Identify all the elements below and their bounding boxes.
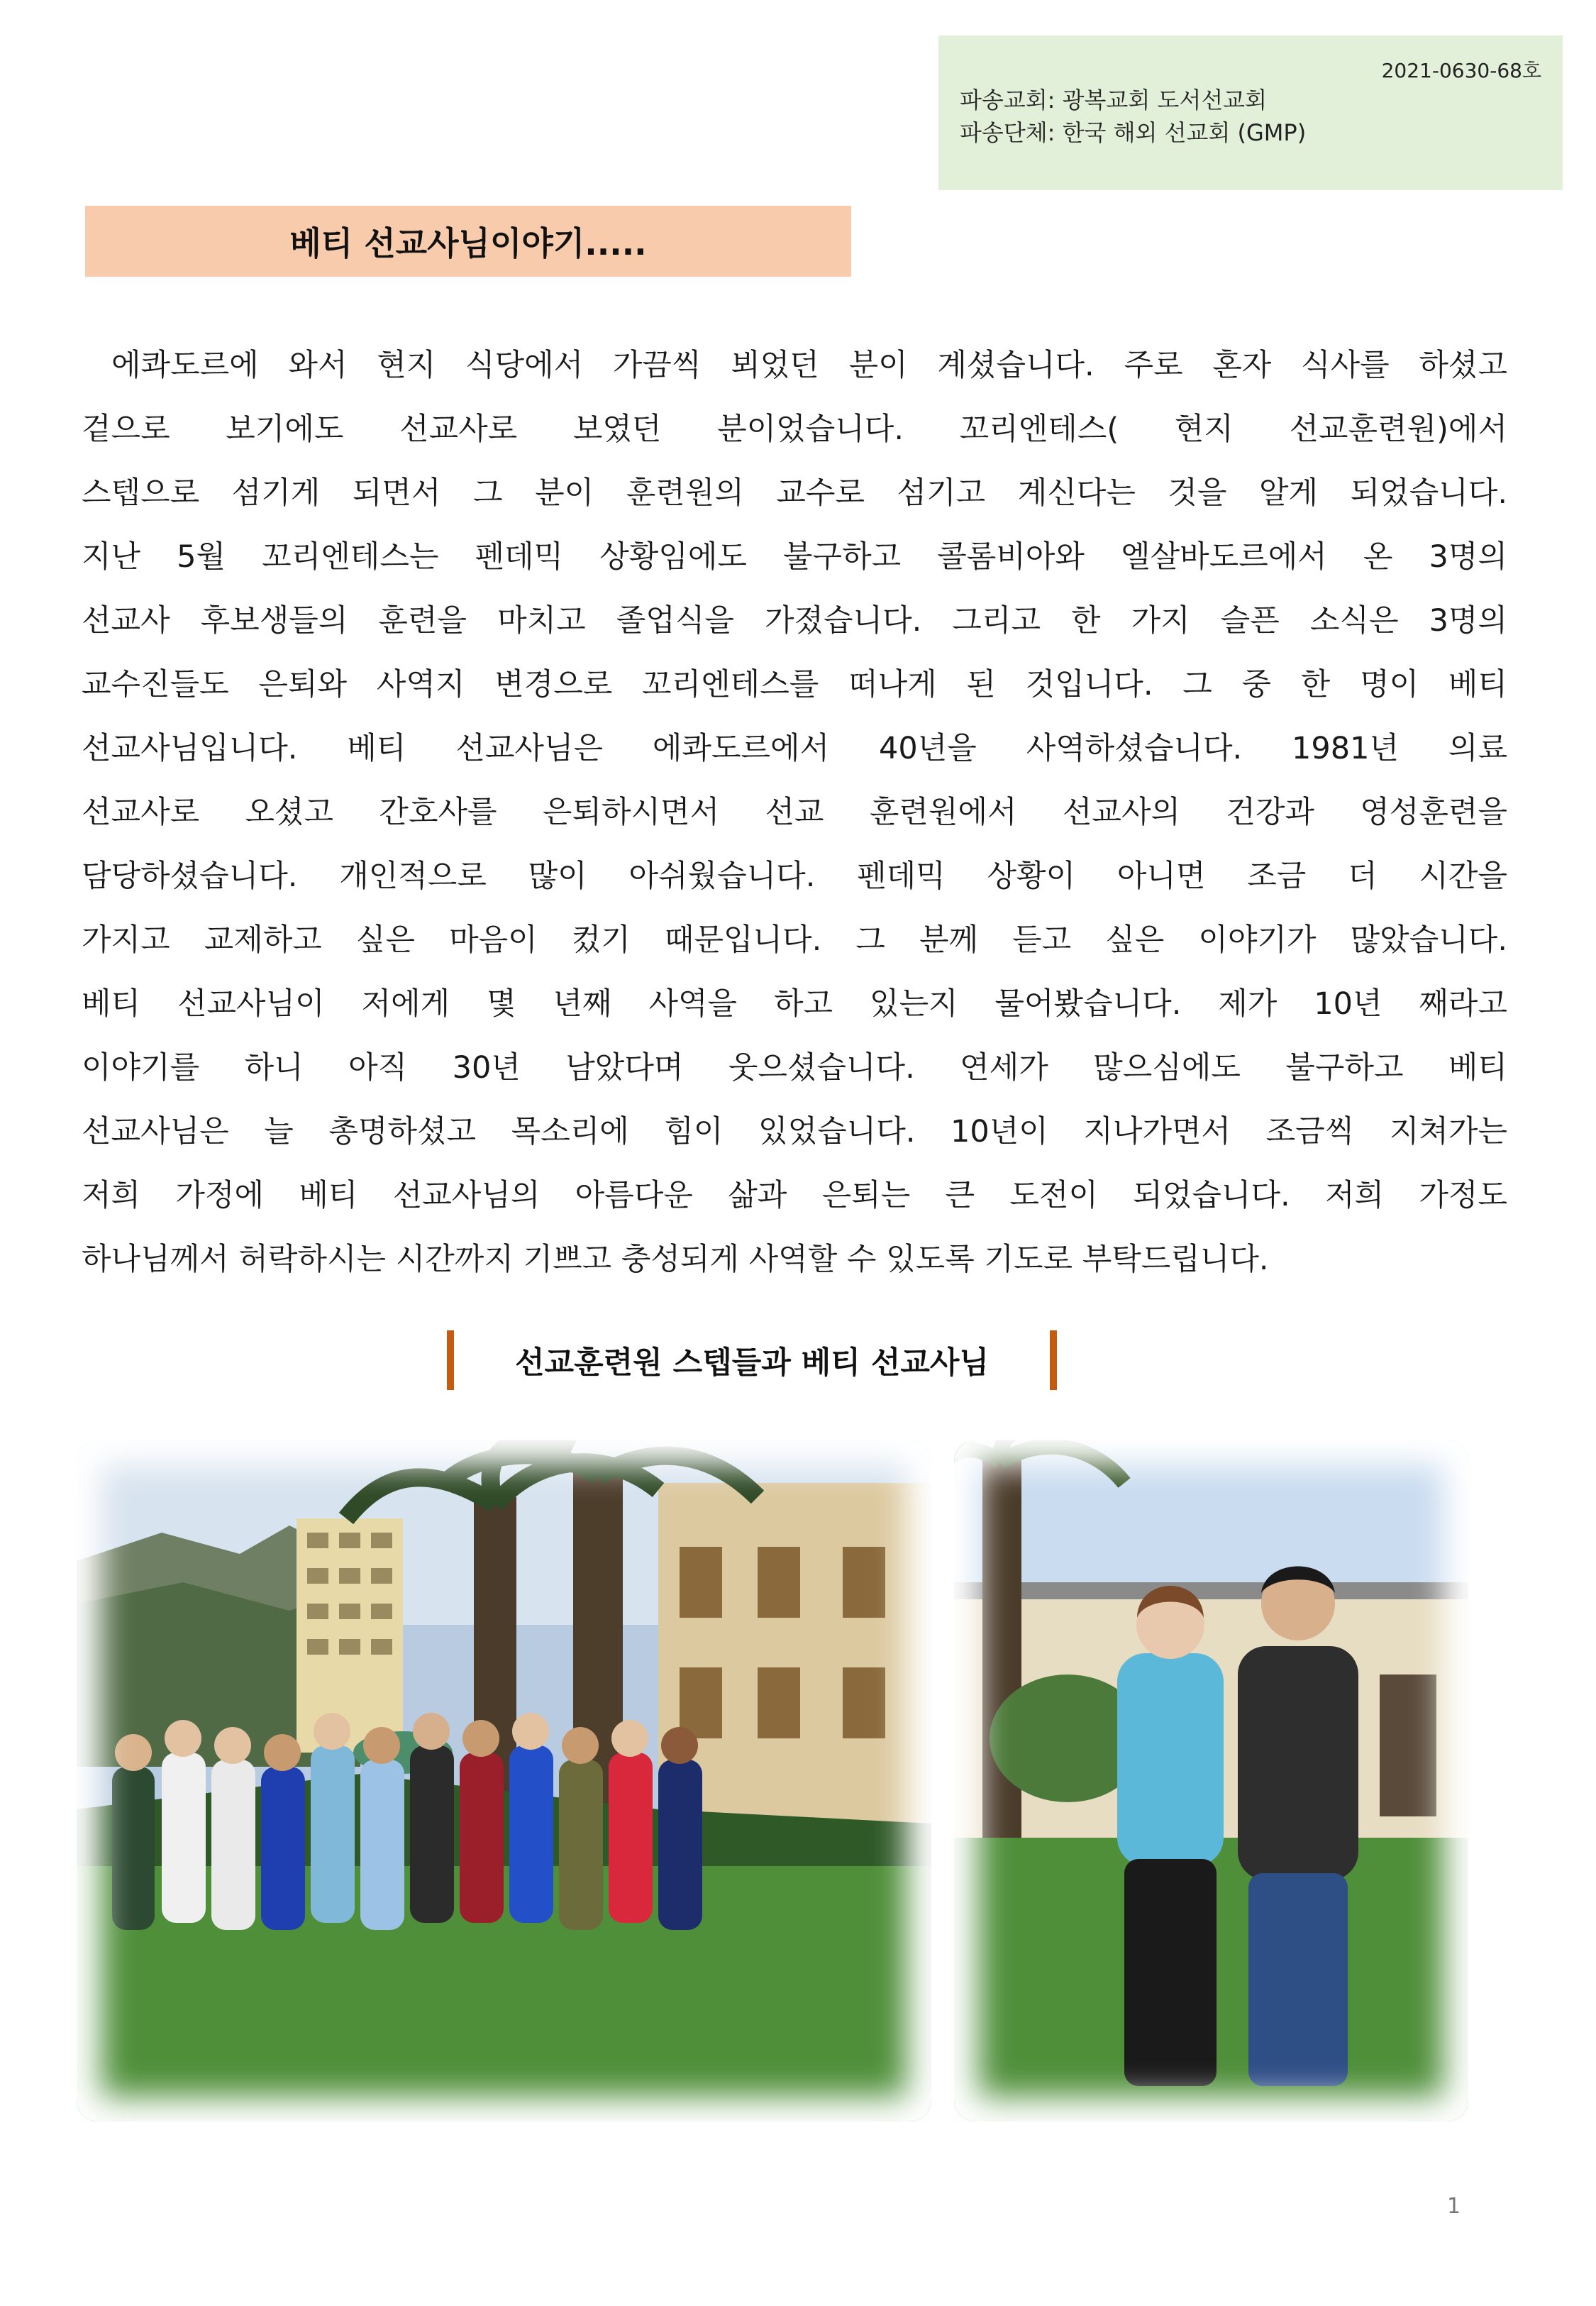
body-line: 베티 선교사님이 저에게 몇 년째 사역을 하고 있는지 물어봤습니다. 제가 10년 째라고 [82, 986, 1507, 1022]
portrait-photo-illustration [954, 1440, 1468, 2122]
body-line: 지난 5월 꼬리엔테스는 펜데믹 상황임에도 불구하고 콜롬비아와 엘살바도르에서 온 3명의 [82, 539, 1507, 575]
sender-info-box [938, 35, 1563, 190]
body-line: 저희 가정에 베티 선교사님의 아름다운 삶과 은퇴는 큰 도전이 되었습니다. 저희 가정도 [82, 1178, 1507, 1213]
body-line: 선교사님은 늘 총명하셨고 목소리에 힘이 있었습니다. 10년이 지나가면서 조금씩 지쳐가는 [82, 1114, 1507, 1149]
sending-church: 파송교회: 광복교회 도서선교회 [960, 87, 1267, 114]
portrait-photo [954, 1440, 1468, 2122]
body-line: 선교사님입니다. 베티 선교사님은 에콰도르에서 40년을 사역하셨습니다. 1981년 의료 [82, 731, 1507, 766]
photo-caption-text: 선교훈련원 스텝들과 베티 선교사님 [515, 1345, 989, 1381]
body-line: 에콰도르에 와서 현지 식당에서 가끔씩 뵈었던 분이 계셨습니다. 주로 혼자 식사를 하셨고 [111, 348, 1507, 383]
photo-caption [447, 1330, 1057, 1390]
body-line: 겉으로 보기에도 선교사로 보였던 분이었습니다. 꼬리엔테스( 현지 선교훈련원)에서 [82, 412, 1507, 447]
title-banner [85, 206, 851, 277]
document-number: 2021-0630-68호 [1381, 59, 1541, 82]
sending-organization: 파송단체: 한국 해외 선교회 (GMP) [960, 119, 1307, 146]
body-line: 스텝으로 섬기게 되면서 그 분이 훈련원의 교수로 섬기고 계신다는 것을 알게 되었습니다. [82, 475, 1507, 511]
body-line: 선교사 후보생들의 훈련을 마치고 졸업식을 가졌습니다. 그리고 한 가지 슬픈 소식은 3명의 [82, 603, 1507, 639]
body-line: 하나님께서 허락하시는 시간까지 기쁘고 충성되게 사역할 수 있도록 기도로 부탁드립니다. [82, 1242, 1269, 1277]
group-photo [77, 1440, 931, 2122]
group-photo-illustration [77, 1440, 931, 2122]
body-line: 교수진들도 은퇴와 사역지 변경으로 꼬리엔테스를 떠나게 된 것입니다. 그 중 한 명이 베티 [82, 667, 1507, 702]
page-number: 1 [1447, 2194, 1461, 2219]
body-line: 이야기를 하니 아직 30년 남았다며 웃으셨습니다. 연세가 많으심에도 불구하고 베티 [82, 1050, 1507, 1086]
story-body [82, 333, 1507, 1291]
page-title: 베티 선교사님이야기..... [289, 224, 647, 263]
body-line: 선교사로 오셨고 간호사를 은퇴하시면서 선교 훈련원에서 선교사의 건강과 영성훈련을 [82, 795, 1507, 830]
body-line: 가지고 교제하고 싶은 마음이 컸기 때문입니다. 그 분께 듣고 싶은 이야기가 많았습니다. [82, 922, 1507, 958]
body-line: 담당하셨습니다. 개인적으로 많이 아쉬웠습니다. 펜데믹 상황이 아니면 조금 더 시간을 [82, 859, 1507, 894]
